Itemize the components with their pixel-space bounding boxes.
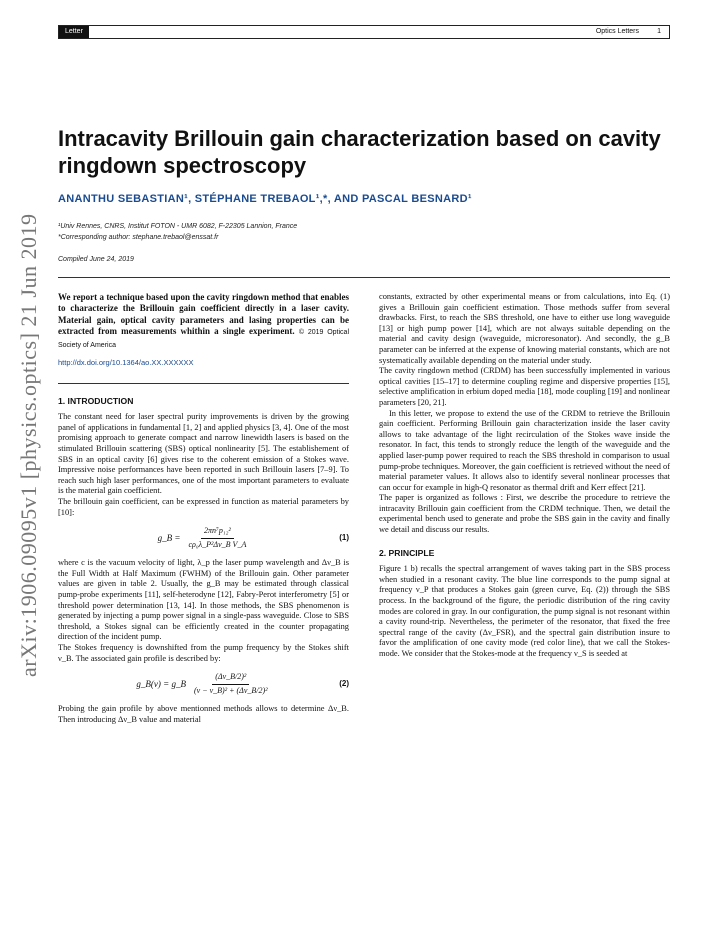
equation-fraction [186,526,250,550]
equation-lhs: g_B = [157,532,181,543]
equation-numerator: (Δν_B/2)² [212,672,249,685]
paragraph: constants, extracted by other experimental means or from calculations, into Eq. (1) gives a Brillouin gain coefficient estimation. Those methods suffer from several drawbacks. First, to reach the SBS threshold, one have to either use long waveguide [13] or high pump power [14], which are not always suitable depending on the material and cavity design (waveguide, microresonator). And secondly, the g_B parameter can be inferred at the expense of knowing material constants, which are not systematically available depending on the material under study. [379,292,670,365]
paragraph: The cavity ringdown method (CRDM) has been successfully implemented in various optical cavities [15–17] to determine coupling regime and dispersive properties [15], selective amplification in erbium doped media [18], mode coupling [19] and nonlinear parameters [20, 21]. [379,366,670,407]
paragraph: Probing the gain profile by above mentionned methods allows to determine Δν_B. Then introducing Δν_B value and material [58,704,349,724]
affiliations [58,221,670,243]
paper-title: Intracavity Brillouin gain characterization based on cavity ringdown spectroscopy [58,126,661,178]
running-header [58,25,670,39]
paragraph: The brillouin gain coefficient, can be expressed in function as material parameters by [10]: [58,496,349,517]
equation-fraction [191,672,271,696]
doi-link[interactable]: http://dx.doi.org/10.1364/ao.XX.XXXXXX [58,358,194,368]
page-number: 1 [657,28,661,35]
abstract [58,292,349,351]
paragraph: where c is the vacuum velocity of light, λ_p the laser pump wavelength and Δν_B is the Full Width at Half Maximum (FWHM) of the Brillouin gain. Other parameter values are given in table 2. Usually, the g_B may be estimated through classical pump-probe experiments [11], self-heterodyne [12], Fabry-Perot interferometry [5] or threshold power determination [13, 14]. In those methods, the SBS phenomenon is generated by injecting a pump power signal in a single-pass waveguide. Close to SBS threshold, a Stokes signal can be efficiently created in the counter propagating direction of the incident pump. [58,558,349,642]
divider-top [58,277,670,278]
arxiv-stamp: arXiv:1906.09095v1 [physics.optics] 21 Jun 2019 [16,213,41,677]
section-heading-principle: 2. PRINCIPLE [379,547,435,558]
equation-lhs: g_B(ν) = g_B [136,678,186,689]
paragraph: The Stokes frequency is downshifted from the pump frequency by the Stokes shift ν_B. The associated gain profile is described by: [58,642,349,663]
corresponding-author: *Corresponding author: stephane.trebaol@enssat.fr [58,234,219,241]
paragraph: In this letter, we propose to extend the use of the CRDM to retrieve the Brillouin gain coefficient. Performing Brillouin gain characterization inside the laser cavity allows to take advantage of the light recirculation of the Stokes wave inside the resonator. In fact, this tends to strongly reduce the length of the waveguide and the applied laser-pump power required to reach the SBS threshold in comparison to usual pump-probe techniques. Moreover, the gain coefficient is retrieved without the need of material parameter values. It allows also to identify several nonlinear processes that can occur for example in high-Q resonator as thermal drift and Kerr effect [21]. [379,408,670,492]
compiled-date: Compiled June 24, 2019 [58,256,134,263]
equation-label: (1) [339,532,349,542]
article-type-tag: Letter [59,26,89,38]
divider-abstract [58,383,349,384]
paragraph: Figure 1 b) recalls the spectral arrangement of waves taking part in the SBS process when studied in a resonant cavity. The blue line corresponds to the pump signal at frequency ν_P that produces a Stokes gain (green curve, Eq. (2)) through the SBS process. In the background of the figure, the periodic distribution of the ring cavity modes are colored in gray. In our configuration, the pump signal is not resonant within a cavity round-trip. Nevertheless, the perimeter of the resonator, that fixed the free spectral range of the cavity (Δν_FSR), and the spectral gain distribution insure to favor the amplification of one cavity mode (red color line), that we call the Stokes-mode. We consider that the Stokes-mode at the frequency ν_S is seeded at [379,564,670,658]
equation-denominator: cρ₀λ_P²Δν_B V_A [188,539,247,549]
affiliation-line: ¹Univ Rennes, CNRS, Institut FOTON - UMR 6082, F-22305 Lannion, France [58,223,298,230]
equation-label: (2) [339,678,349,688]
journal-name: Optics Letters [595,28,639,35]
equation-numerator: 2πn⁷p₁₂² [201,526,234,539]
equation-2 [58,670,349,698]
left-column [58,292,349,725]
copyright-notice: © 2019 Optical Society of America [58,329,350,349]
paragraph: The constant need for laser spectral purity improvements is driven by the growing panel of applications in fundamental [1, 2] and applied physics [3, 4]. One of the most promising approach to generate compact and narrow linewidth lasers is based on the stimulated Brillouin scattering (SBS) optical nonlinearity [5]. The establishement of SBS in an optical cavity [6] gives rise to the coherent emission of a Stokes wave. Impressive noise performances have been reported in such Brillouin lasers [7–9]. To reach such high laser performances, one of the most important parameters to evaluate is the material gain coefficient. [58,412,349,496]
right-column [379,292,670,660]
paragraph: The paper is organized as follows : First, we describe the procedure to retrieve the intracavity Brillouin gain coefficient from the CRDM technique. Then, we detail the experimental bench used to generate and probe the SBS gain in the cavity and finally we detail and discuss our results. [379,493,670,535]
section-heading-introduction: 1. INTRODUCTION [58,395,134,406]
equation-1 [58,524,349,552]
equation-denominator: (ν − ν_B)² + (Δν_B/2)² [193,685,268,695]
author-list: ANANTHU SEBASTIAN¹, STÉPHANE TREBAOL¹,*, AND PASCAL BESNARD¹ [58,193,472,205]
abstract-text: We report a technique based upon the cavity ringdown method that enables to characterize the Brillouin gain coefficient directly in a laser cavity. Material gain, optical cavity parameters and lasing properties can be extracted from measurements whithin a single experiment. [58,292,349,337]
